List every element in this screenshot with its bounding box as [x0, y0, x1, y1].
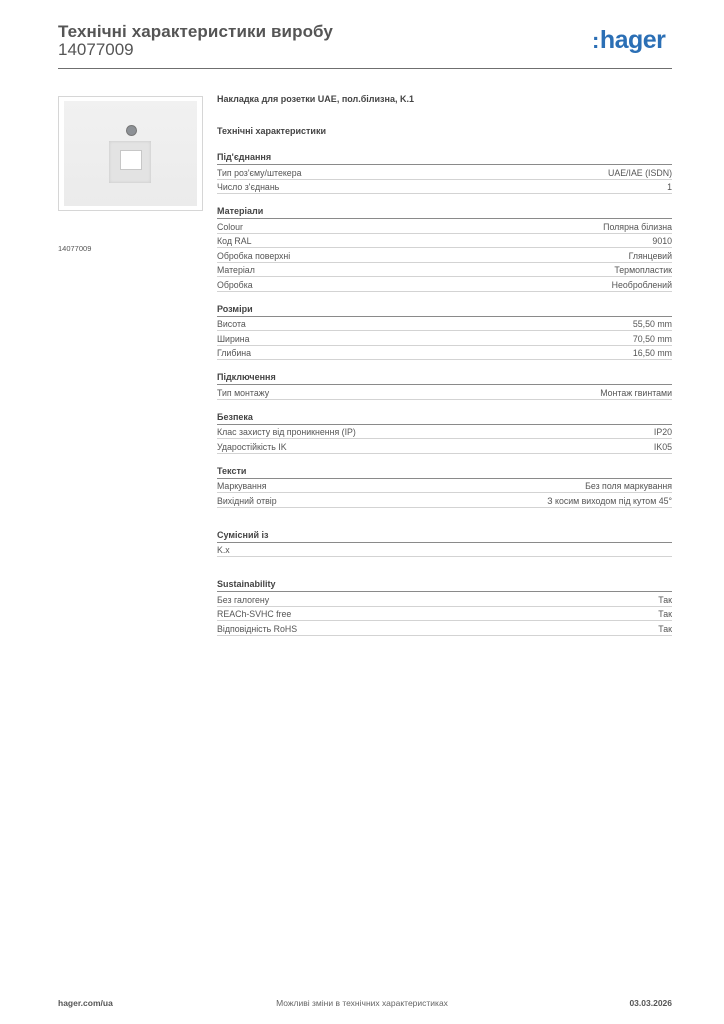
spec-label: Вихідний отвір [217, 495, 277, 506]
section-installation [217, 372, 672, 400]
footer-website: hager.com/ua [58, 998, 113, 1008]
section-title: Тексти [217, 466, 672, 479]
section-materials [217, 206, 672, 292]
section-title: Розміри [217, 304, 672, 317]
spec-row [217, 439, 672, 454]
spec-value: IK05 [653, 441, 672, 452]
spec-label: Без галогену [217, 594, 270, 605]
spec-label: Число з'єднань [217, 182, 280, 192]
header-title: Технічні характеристики виробу [58, 22, 333, 41]
section-title: Підключення [217, 372, 672, 385]
spec-value: 70,50 mm [632, 333, 672, 344]
spec-label: Ударостійкість IK [217, 441, 287, 452]
spec-label: Тип роз'єму/штекера [217, 167, 302, 178]
spec-value: Без поля маркування [585, 481, 672, 491]
spec-value: 55,50 mm [632, 319, 672, 329]
logo-text: hager [599, 26, 666, 54]
indicator-led [126, 125, 137, 136]
spec-row [217, 219, 672, 234]
section-title: Сумісний із [217, 530, 672, 543]
section-title: Безпека [217, 412, 672, 425]
spec-row [217, 425, 672, 440]
spec-row [217, 180, 672, 195]
spec-row [217, 346, 672, 361]
header-divider [58, 68, 672, 69]
spec-value: IP20 [653, 427, 672, 437]
image-caption: 14077009 [58, 244, 92, 253]
spec-label: Обробка [217, 279, 253, 290]
spec-label: Матеріал [217, 265, 255, 275]
spec-label: Код RAL [217, 236, 252, 246]
spec-value: 9010 [652, 236, 672, 246]
product-name: Накладка для розетки UAE, пол.білизна, K.1 [217, 94, 414, 104]
spec-label: REACh-SVHC free [217, 609, 292, 619]
cover-plate [64, 101, 197, 206]
spec-row [217, 331, 672, 346]
header-product-code: 14077009 [58, 40, 134, 59]
spec-value: Монтаж гвинтами [600, 387, 672, 398]
spec-value: Необроблений [611, 279, 672, 290]
spec-row [217, 592, 672, 607]
section-compatible [217, 530, 672, 558]
spec-label: Маркування [217, 481, 267, 491]
section-title: Sustainability [217, 579, 672, 592]
footer-disclaimer: Можливі зміни в технічних характеристиках [276, 998, 448, 1008]
specs-heading: Технічні характеристики [217, 126, 326, 136]
spec-label: Клас захисту від проникнення (IP) [217, 427, 356, 437]
spec-row [217, 607, 672, 622]
spec-label: K.x [217, 545, 230, 555]
spec-row [217, 543, 672, 558]
spec-value: 16,50 mm [632, 348, 672, 358]
spec-row [217, 385, 672, 400]
spec-value: Так [658, 609, 672, 619]
hager-logo [592, 28, 665, 53]
section-dimensions [217, 304, 672, 361]
spec-label: Colour [217, 221, 243, 232]
spec-row [217, 234, 672, 249]
spec-value: UAE/IAE (ISDN) [607, 167, 672, 178]
spec-value: Глянцевий [628, 250, 672, 261]
spec-row [217, 317, 672, 332]
spec-label: Тип монтажу [217, 387, 270, 398]
logo-prefix: : [592, 28, 599, 53]
spec-value: З косим виходом під кутом 45° [547, 495, 672, 506]
footer-date: 03.03.2026 [629, 998, 672, 1008]
spec-label: Висота [217, 319, 246, 329]
spec-label: Відповідність RoHS [217, 623, 298, 634]
section-sustainability [217, 579, 672, 636]
spec-value: Так [658, 594, 672, 605]
product-image [58, 96, 203, 211]
spec-row [217, 165, 672, 180]
section-connection [217, 152, 672, 194]
spec-label: Ширина [217, 333, 250, 344]
spec-value: Термопластик [614, 265, 672, 275]
spec-value: 1 [667, 182, 672, 192]
spec-label: Обробка поверхні [217, 250, 291, 261]
spec-row [217, 277, 672, 292]
spec-content [217, 94, 672, 636]
spec-value: Полярна білизна [603, 221, 672, 232]
spec-label: Глибина [217, 348, 252, 358]
socket-frame [109, 141, 151, 183]
section-title: Під'єднання [217, 152, 672, 165]
spec-row [217, 493, 672, 508]
spec-row [217, 248, 672, 263]
spec-row [217, 621, 672, 636]
socket-opening [120, 150, 142, 170]
section-title: Матеріали [217, 206, 672, 219]
spec-row [217, 479, 672, 494]
spec-row [217, 263, 672, 278]
section-safety [217, 412, 672, 454]
spec-value: Так [658, 623, 672, 634]
section-texts [217, 466, 672, 508]
